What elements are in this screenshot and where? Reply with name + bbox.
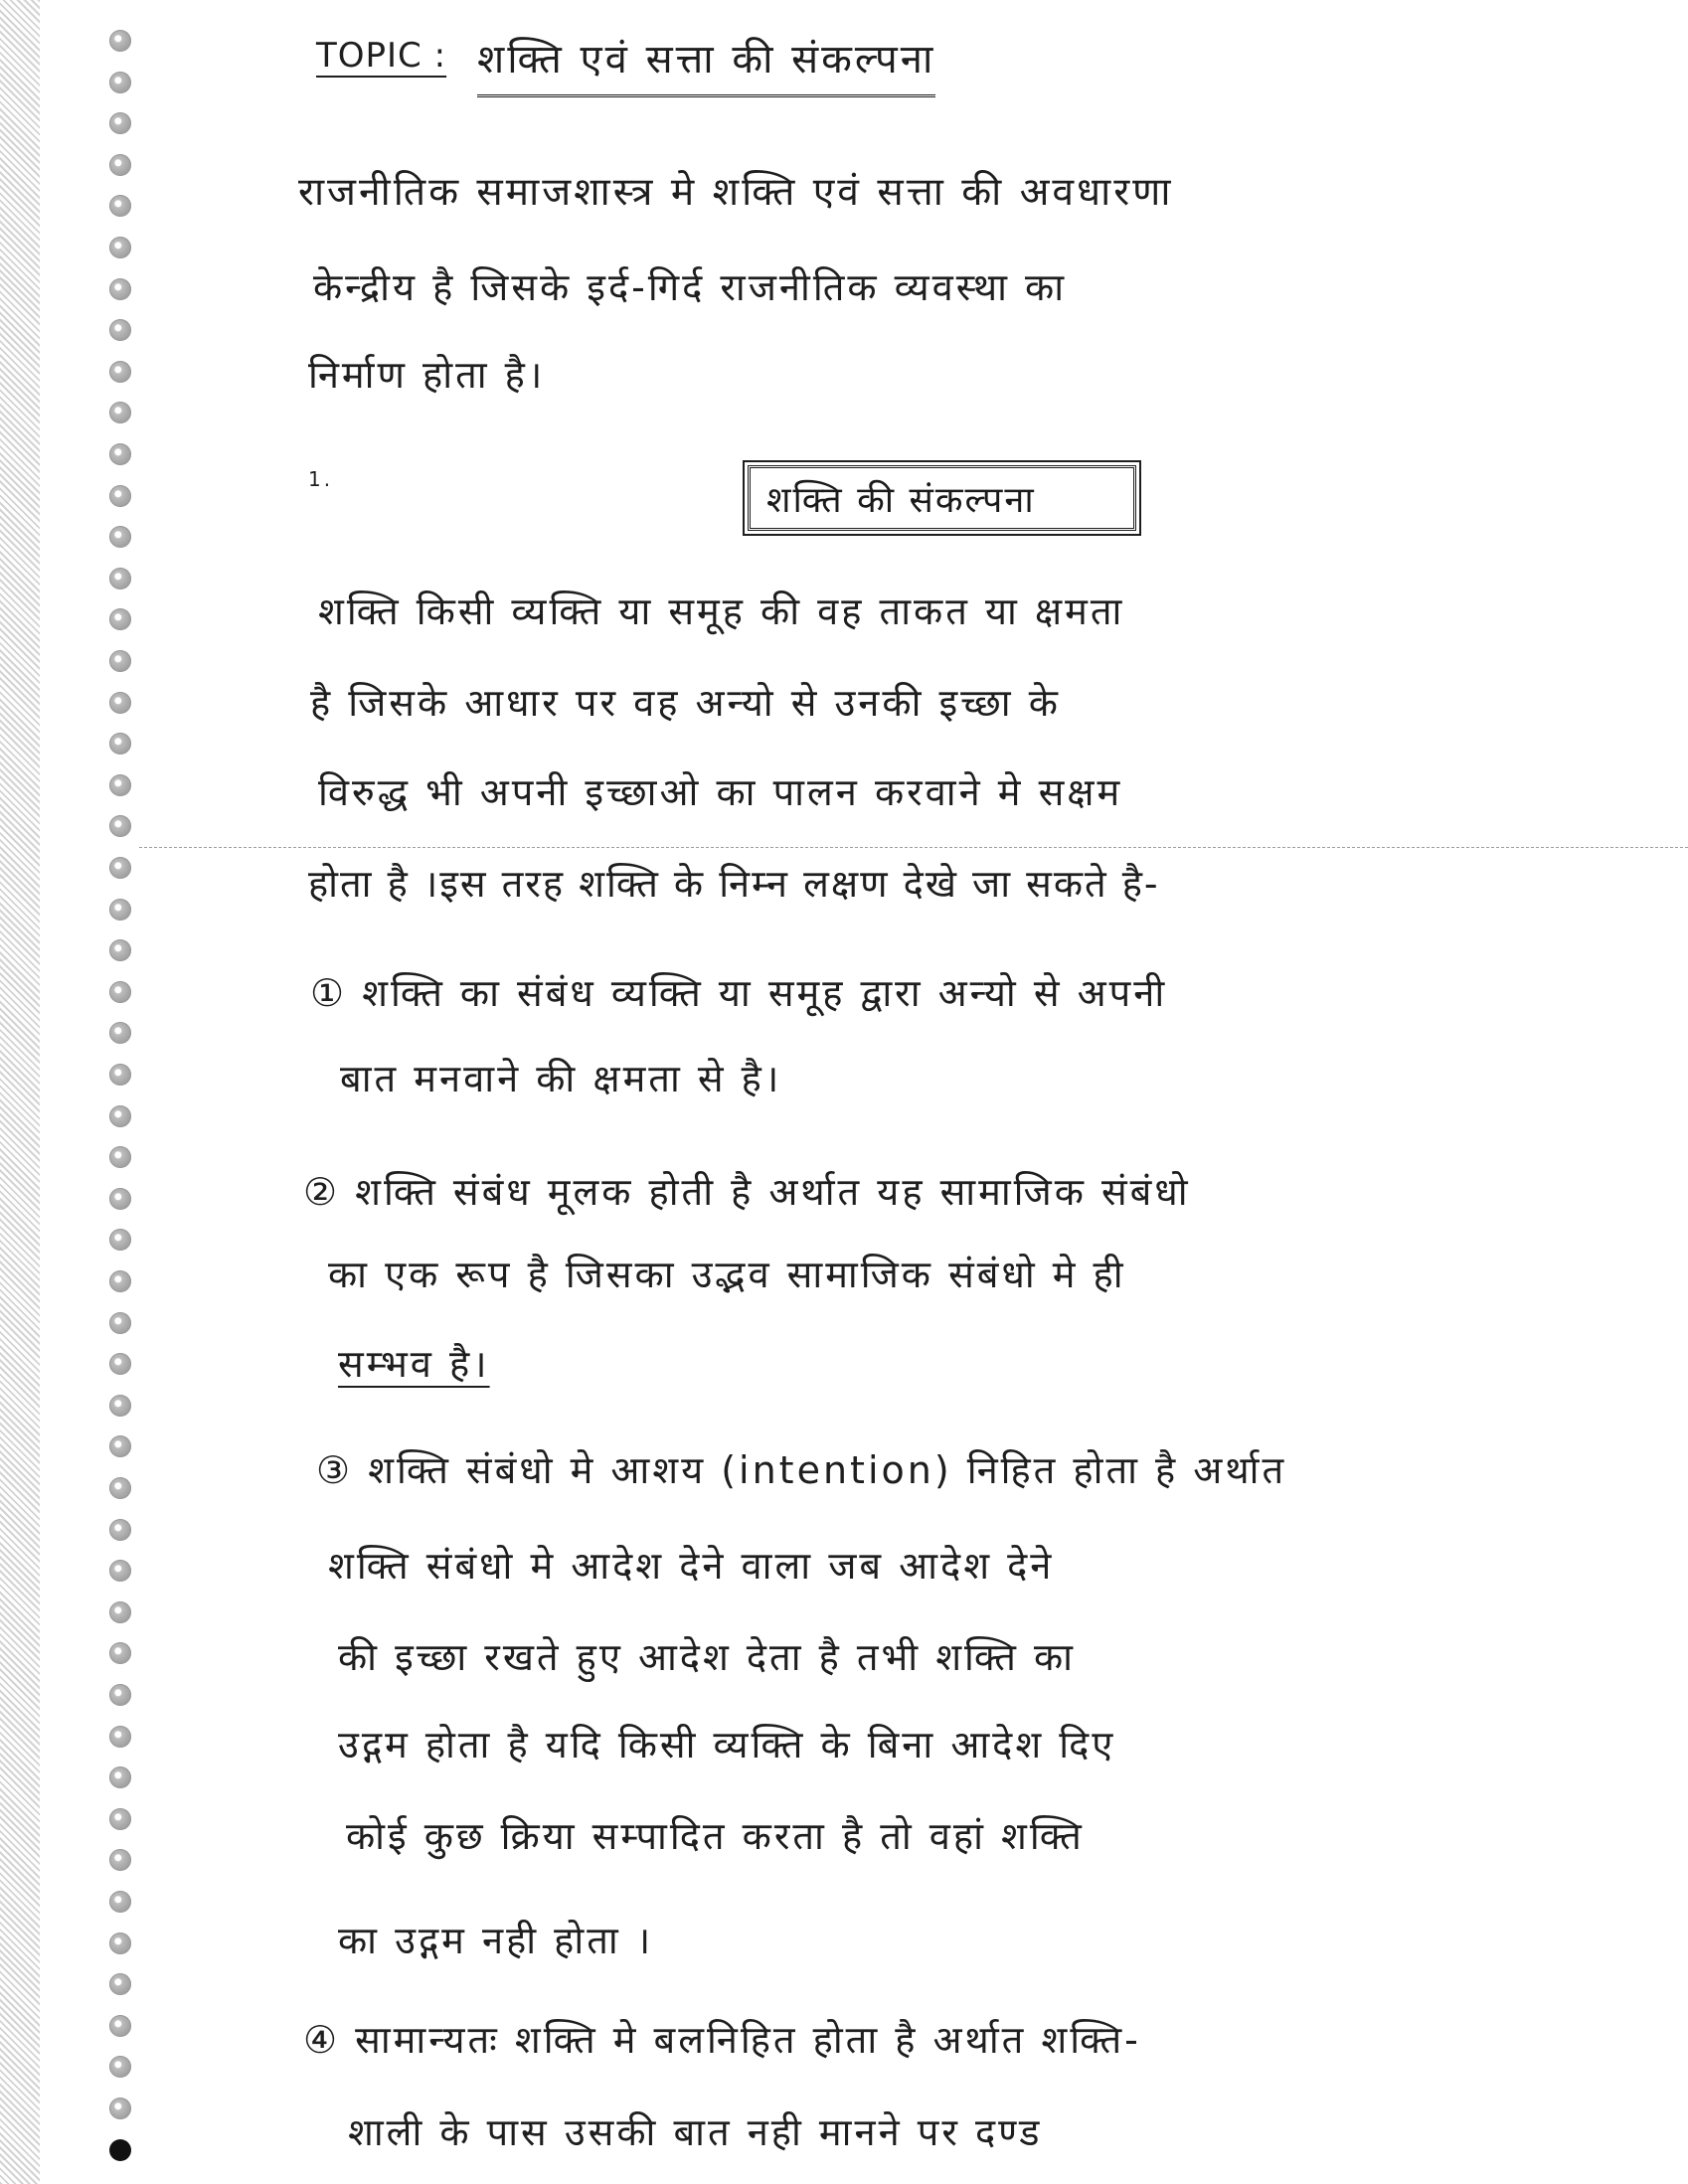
definition-line: शक्ति किसी व्यक्ति या समूह की वह ताकत या क्षमता — [318, 589, 1125, 633]
binding-hole — [109, 1973, 131, 1995]
binding-hole — [109, 237, 131, 258]
intro-line: निर्माण होता है। — [308, 353, 546, 397]
binding-hole — [109, 1726, 131, 1748]
point-line: उद्गम होता है यदि किसी व्यक्ति के बिना आदेश दिए — [338, 1723, 1116, 1766]
binding-hole — [109, 939, 131, 961]
scanned-page-edge — [0, 0, 40, 2184]
definition-line: होता है ।इस तरह शक्ति के निम्न लक्षण देखे जा सकते है- — [308, 862, 1160, 906]
binding-hole — [109, 733, 131, 755]
point-line: सम्भव है। — [338, 1342, 490, 1386]
binding-hole — [109, 2098, 131, 2119]
point-line: ③ शक्ति संबंधो मे आशय (intention) निहित होता है अर्थात — [316, 1448, 1287, 1492]
binding-hole — [109, 2056, 131, 2078]
binding-hole — [109, 815, 131, 837]
binding-hole — [109, 857, 131, 879]
binding-hole — [109, 402, 131, 423]
point-line: का उद्गम नही होता । — [338, 1919, 654, 1962]
binding-hole — [109, 608, 131, 630]
binding-hole — [109, 1312, 131, 1334]
binding-hole — [109, 1064, 131, 1086]
binding-hole — [109, 1395, 131, 1417]
binding-hole — [109, 1188, 131, 1210]
binding-hole — [109, 112, 131, 134]
binding-hole — [109, 30, 131, 52]
binding-hole — [109, 1353, 131, 1375]
binding-hole — [109, 526, 131, 548]
point-line: बात मनवाने की क्षमता से है। — [340, 1057, 782, 1100]
binding-hole — [109, 72, 131, 93]
binding-hole — [109, 1560, 131, 1582]
point-line: ① शक्ति का संबंध व्यक्ति या समूह द्वारा अन्यो से अपनी — [310, 971, 1168, 1015]
binding-hole — [109, 1849, 131, 1871]
binding-hole — [109, 154, 131, 176]
point-line: ② शक्ति संबंध मूलक होती है अर्थात यह सामाजिक संबंधो — [303, 1170, 1191, 1214]
binding-hole — [109, 1766, 131, 1788]
binding-hole — [109, 692, 131, 714]
binding-hole — [109, 1229, 131, 1251]
binding-hole — [109, 319, 131, 341]
page-fold-line — [139, 847, 1688, 848]
binding-hole — [109, 650, 131, 672]
binding-hole — [109, 1932, 131, 1954]
binding-hole — [109, 774, 131, 796]
binding-hole — [109, 1270, 131, 1292]
topic-title: शक्ति एवं सत्ता की संकल्पना — [477, 30, 935, 97]
section-number: 1. — [308, 467, 334, 491]
binding-hole — [109, 2139, 131, 2161]
point-line: की इच्छा रखते हुए आदेश देता है तभी शक्ति का — [338, 1635, 1077, 1679]
point-line: शाली के पास उसकी बात नही मानने पर दण्ड — [348, 2110, 1043, 2154]
binding-hole — [109, 1022, 131, 1044]
binding-hole — [109, 981, 131, 1003]
binding-hole — [109, 1601, 131, 1623]
intro-line: राजनीतिक समाजशास्त्र मे शक्ति एवं सत्ता की अवधारणा — [298, 170, 1174, 215]
definition-line: है जिसके आधार पर वह अन्यो से उनकी इच्छा के — [310, 681, 1061, 725]
binding-hole — [109, 485, 131, 507]
point-line: कोई कुछ क्रिया सम्पादित करता है तो वहां शक्ति — [346, 1814, 1085, 1858]
binding-hole — [109, 278, 131, 300]
binding-hole — [109, 899, 131, 921]
binding-hole — [109, 195, 131, 217]
point-line: शक्ति संबंधो मे आदेश देने वाला जब आदेश देने — [328, 1544, 1055, 1588]
section-heading: शक्ति की संकल्पना — [766, 480, 1036, 521]
binding-hole — [109, 1684, 131, 1706]
binding-hole — [109, 1642, 131, 1664]
topic-label: TOPIC : — [316, 36, 447, 76]
intro-line: केन्द्रीय है जिसके इर्द-गिर्द राजनीतिक व्यवस्था का — [313, 265, 1068, 309]
section-heading-box — [748, 465, 1136, 531]
binding-hole — [109, 2015, 131, 2037]
binding-hole — [109, 568, 131, 589]
binding-hole — [109, 443, 131, 465]
binding-hole — [109, 1435, 131, 1457]
binding-hole — [109, 1146, 131, 1168]
binding-hole — [109, 1519, 131, 1541]
binding-hole — [109, 1808, 131, 1830]
point-line: का एक रूप है जिसका उद्भव सामाजिक संबंधो मे ही — [328, 1253, 1126, 1296]
binding-hole — [109, 1891, 131, 1913]
binding-hole — [109, 361, 131, 383]
point-line: ④ सामान्यतः शक्ति मे बलनिहित होता है अर्थात शक्ति- — [303, 2018, 1141, 2062]
binding-hole — [109, 1105, 131, 1127]
spiral-binding-holes — [109, 30, 139, 2184]
binding-hole — [109, 1477, 131, 1499]
definition-line: विरुद्ध भी अपनी इच्छाओ का पालन करवाने मे सक्षम — [318, 770, 1123, 814]
